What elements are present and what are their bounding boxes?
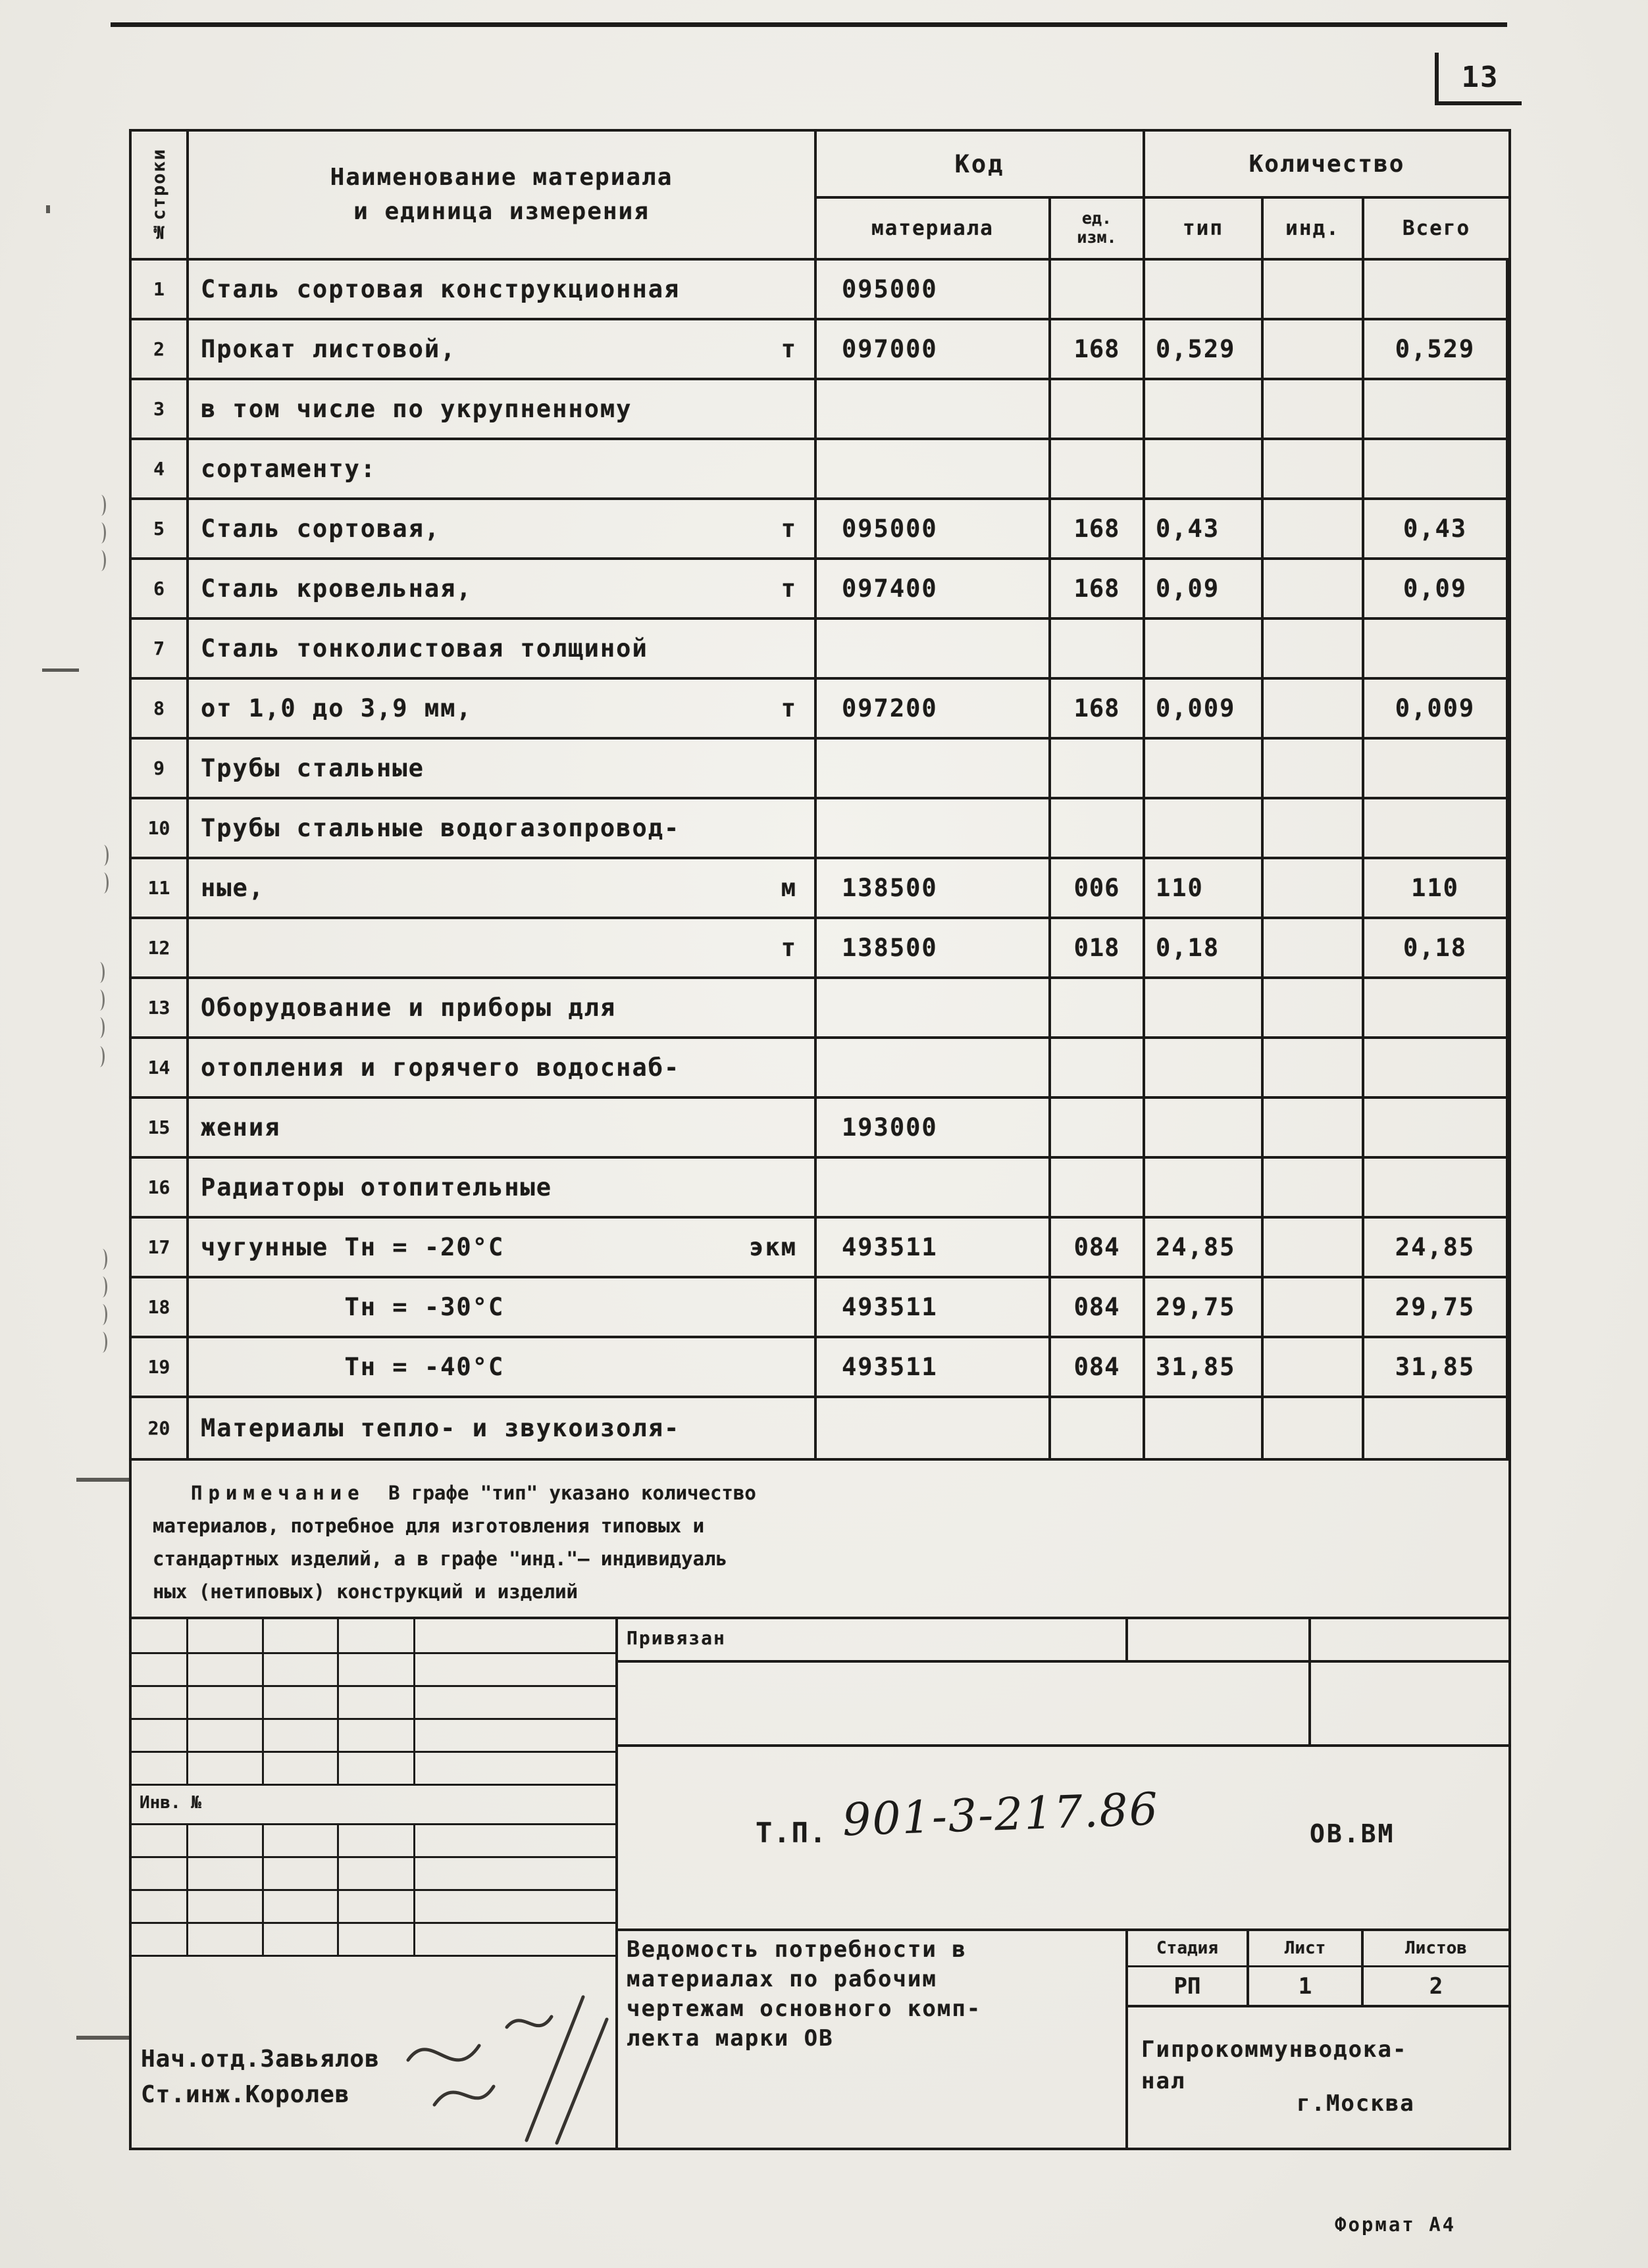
material-code-cell [817, 620, 1051, 680]
qty-ind-cell [1264, 859, 1364, 919]
row-number-cell [132, 320, 189, 380]
qty-total-cell [1364, 380, 1508, 440]
material-name-cell [189, 919, 817, 979]
row-number-cell [132, 859, 189, 919]
frame-right-line [1508, 1459, 1511, 1619]
material-name-cell [189, 740, 817, 799]
qty-total-cell: 31,85 [1364, 1338, 1508, 1398]
qty-ind-cell [1264, 1099, 1364, 1159]
qty-total-cell [1364, 1159, 1508, 1219]
row-number: 17 [147, 1236, 170, 1258]
grid-line [132, 1718, 615, 1720]
grid-line [132, 1889, 615, 1891]
qty-ind-cell [1264, 799, 1364, 859]
document-title-line: материалах по рабочим [627, 1966, 937, 1992]
unit-code-cell [1051, 620, 1145, 680]
qty-tip-cell [1145, 1039, 1264, 1099]
page-number-box [1435, 53, 1522, 105]
material-name: отопления и горячего водоснаб- [201, 1053, 681, 1082]
grid-line [132, 1652, 615, 1654]
material-name-cell [189, 1219, 817, 1278]
row-number-cell [132, 799, 189, 859]
scan-artifact [99, 872, 109, 894]
unit-code-cell: 168 [1051, 320, 1145, 380]
material-name-cell [189, 1159, 817, 1219]
header-material-name-line2: и единица измерения [353, 198, 650, 225]
row-number-cell [132, 1099, 189, 1159]
row-number-cell [132, 261, 189, 320]
row-number: 8 [153, 697, 165, 719]
table-row [132, 1159, 1508, 1219]
qty-ind-cell [1264, 1338, 1364, 1398]
table-row [132, 859, 1508, 919]
scan-artifact [95, 962, 105, 983]
material-name-cell [189, 560, 817, 620]
table-row [132, 440, 1508, 500]
document-title-line: лекта марки ОВ [627, 2025, 834, 2052]
material-name: Оборудование и приборы для [201, 994, 617, 1022]
material-code-cell: 097000 [817, 320, 1051, 380]
row-number-cell [132, 1398, 189, 1458]
header-row-number-column [132, 132, 189, 261]
material-code-cell [817, 380, 1051, 440]
frame-left-line [129, 1459, 132, 1619]
row-number-cell [132, 620, 189, 680]
material-name-cell [189, 1039, 817, 1099]
row-number-cell [132, 680, 189, 740]
unit-code-cell: 084 [1051, 1278, 1145, 1338]
material-name-cell [189, 320, 817, 380]
qty-ind-cell [1264, 680, 1364, 740]
material-name: от 1,0 до 3,9 мм, [201, 694, 473, 722]
material-code-cell [817, 799, 1051, 859]
qty-ind-cell [1264, 320, 1364, 380]
qty-tip-cell [1145, 799, 1264, 859]
unit-code-cell [1051, 1039, 1145, 1099]
qty-tip-cell [1145, 1398, 1264, 1458]
qty-tip-cell [1145, 740, 1264, 799]
scan-artifact [99, 845, 109, 866]
header-quantity-group: Количество [1145, 132, 1508, 199]
qty-ind-cell [1264, 500, 1364, 560]
material-code-cell [817, 1039, 1051, 1099]
organization-name-line2: нал [1141, 2068, 1186, 2094]
qty-tip-cell [1145, 1099, 1264, 1159]
note-label: Примечание [191, 1482, 365, 1504]
unit-code-cell [1051, 440, 1145, 500]
stage-label: Стадия [1156, 1938, 1218, 1958]
header-ind: инд. [1264, 199, 1364, 261]
unit-code-cell [1051, 799, 1145, 859]
row-number: 10 [147, 817, 170, 839]
qty-ind-cell [1264, 1278, 1364, 1338]
note-text: В графе "тип" указано количество [388, 1482, 756, 1504]
document-title [627, 1935, 981, 2054]
material-name-cell [189, 859, 817, 919]
stage-value: РП [1173, 1973, 1201, 2000]
qty-ind-cell [1264, 1219, 1364, 1278]
row-number: 2 [153, 338, 165, 360]
material-name-cell [189, 1099, 817, 1159]
page-number: 13 [1461, 60, 1499, 94]
row-number: 15 [147, 1117, 170, 1138]
scan-artifact [97, 1249, 107, 1270]
qty-tip-cell [1145, 261, 1264, 320]
signer-name-1: Нач.отд.Завьялов [141, 2046, 380, 2073]
grid-line [615, 1660, 1508, 1663]
qty-total-cell: 0,09 [1364, 560, 1508, 620]
table-row [132, 560, 1508, 620]
qty-total-cell [1364, 440, 1508, 500]
table-row [132, 320, 1508, 380]
material-name: чугунные Тн = -20°С [201, 1233, 505, 1261]
table-header [132, 132, 1508, 261]
material-name-cell [189, 1338, 817, 1398]
qty-tip-cell: 0,18 [1145, 919, 1264, 979]
table-row [132, 1398, 1508, 1458]
header-material-code: материала [817, 199, 1051, 261]
material-code-cell [817, 1398, 1051, 1458]
unit-code-cell: 168 [1051, 560, 1145, 620]
unit-of-measure: т [781, 694, 797, 722]
material-name-cell [189, 500, 817, 560]
row-number-cell [132, 1159, 189, 1219]
qty-total-cell: 0,43 [1364, 500, 1508, 560]
row-number: 7 [153, 638, 165, 659]
grid-line [1125, 1619, 1128, 1660]
material-name-cell [189, 1278, 817, 1338]
scan-artifact [95, 1017, 105, 1038]
grid-line [132, 1751, 615, 1753]
qty-total-cell [1364, 740, 1508, 799]
table-row [132, 500, 1508, 560]
qty-ind-cell [1264, 1039, 1364, 1099]
row-number: 4 [153, 458, 165, 480]
scan-artifact [42, 668, 79, 672]
material-name-cell [189, 261, 817, 320]
grid-line [615, 1744, 1508, 1747]
grid-line [132, 1784, 615, 1786]
table-row [132, 799, 1508, 859]
row-number-cell [132, 1338, 189, 1398]
table-row [132, 740, 1508, 799]
row-number: 19 [147, 1356, 170, 1378]
material-code-cell [817, 979, 1051, 1039]
material-name: Материалы тепло- и звукоизоля- [201, 1414, 681, 1442]
material-name: Сталь тонколистовая толщиной [201, 634, 648, 663]
qty-ind-cell [1264, 979, 1364, 1039]
unit-code-cell: 168 [1051, 680, 1145, 740]
row-number-cell [132, 740, 189, 799]
signature-strokes [395, 1988, 619, 2148]
scan-artifact [97, 1332, 107, 1353]
note-block [153, 1476, 1074, 1608]
table-row [132, 1338, 1508, 1398]
row-number: 12 [147, 937, 170, 959]
header-total: Всего [1364, 199, 1508, 261]
sheet-value: 1 [1298, 1973, 1312, 2000]
qty-total-cell: 29,75 [1364, 1278, 1508, 1338]
qty-tip-cell [1145, 380, 1264, 440]
material-name-cell [189, 979, 817, 1039]
unit-code-cell [1051, 380, 1145, 440]
grid-line [1308, 1619, 1311, 1744]
unit-code-cell: 084 [1051, 1338, 1145, 1398]
row-number-cell [132, 1278, 189, 1338]
material-name-cell [189, 440, 817, 500]
qty-tip-cell: 29,75 [1145, 1278, 1264, 1338]
document-code: ОВ.ВМ [1310, 1819, 1395, 1848]
unit-code-cell: 168 [1051, 500, 1145, 560]
qty-total-cell [1364, 1398, 1508, 1458]
qty-tip-cell [1145, 979, 1264, 1039]
materials-table [129, 129, 1511, 1461]
table-row [132, 1219, 1508, 1278]
top-border-rule [111, 22, 1507, 27]
grid-line [132, 1856, 615, 1858]
format-label: Формат А4 [1335, 2213, 1456, 2236]
note-line [153, 1476, 1074, 1509]
row-number-cell [132, 440, 189, 500]
grid-line [132, 1823, 615, 1825]
header-unit-line2: изм. [1077, 228, 1117, 247]
material-code-cell: 493511 [817, 1278, 1051, 1338]
project-type-label: Т.П. [756, 1817, 828, 1849]
unit-of-measure: м [781, 874, 797, 902]
row-number: 9 [153, 757, 165, 779]
row-number: 5 [153, 518, 165, 540]
row-number: 20 [147, 1417, 170, 1439]
qty-total-cell: 110 [1364, 859, 1508, 919]
qty-tip-cell: 24,85 [1145, 1219, 1264, 1278]
header-material-name [189, 132, 817, 261]
organization-city: г.Москва [1297, 2090, 1415, 2117]
table-row [132, 1039, 1508, 1099]
qty-total-cell [1364, 979, 1508, 1039]
signer-name-2: Ст.инж.Королев [141, 2081, 350, 2108]
document-title-line: Ведомость потребности в [627, 1936, 967, 1963]
table-body [132, 261, 1508, 1458]
material-name: ные, [201, 874, 265, 902]
row-number-cell [132, 1039, 189, 1099]
qty-total-cell [1364, 261, 1508, 320]
material-name-cell [189, 620, 817, 680]
qty-total-cell: 0,009 [1364, 680, 1508, 740]
table-row [132, 380, 1508, 440]
table-row [132, 979, 1508, 1039]
qty-tip-cell [1145, 1159, 1264, 1219]
material-name: Сталь сортовая конструкционная [201, 275, 681, 303]
header-unit-line1: ед. [1081, 209, 1112, 228]
qty-total-cell [1364, 1039, 1508, 1099]
material-code-cell: 095000 [817, 500, 1051, 560]
qty-total-cell: 0,529 [1364, 320, 1508, 380]
qty-total-cell [1364, 620, 1508, 680]
qty-tip-cell: 110 [1145, 859, 1264, 919]
unit-of-measure: т [781, 335, 797, 363]
qty-total-cell: 0,18 [1364, 919, 1508, 979]
grid-line [413, 1619, 415, 1784]
note-line: материалов, потребное для изготовления типовых и [153, 1515, 705, 1537]
row-number-cell [132, 500, 189, 560]
qty-tip-cell [1145, 440, 1264, 500]
material-name: в том числе по укрупненному [201, 395, 632, 423]
unit-code-cell [1051, 740, 1145, 799]
material-name-cell [189, 380, 817, 440]
row-number-cell [132, 380, 189, 440]
grid-line [132, 1922, 615, 1924]
unit-code-cell [1051, 1159, 1145, 1219]
qty-ind-cell [1264, 1159, 1364, 1219]
scan-artifact [96, 522, 106, 543]
material-name-cell [189, 1398, 817, 1458]
qty-tip-cell: 0,43 [1145, 500, 1264, 560]
row-number-cell [132, 979, 189, 1039]
qty-ind-cell [1264, 1398, 1364, 1458]
material-name: Сталь сортовая, [201, 515, 441, 543]
material-name: Тн = -30°С [201, 1293, 505, 1321]
unit-code-cell [1051, 261, 1145, 320]
sheets-value: 2 [1429, 1973, 1443, 2000]
qty-total-cell: 24,85 [1364, 1219, 1508, 1278]
material-name-cell [189, 799, 817, 859]
grid-line [132, 1955, 615, 1957]
unit-of-measure: экм [749, 1233, 797, 1261]
grid-line [132, 1685, 615, 1687]
row-number-cell [132, 560, 189, 620]
qty-tip-cell: 0,09 [1145, 560, 1264, 620]
material-name: Прокат листовой, [201, 335, 457, 363]
unit-code-cell [1051, 1398, 1145, 1458]
unit-code-cell: 006 [1051, 859, 1145, 919]
note-line: стандартных изделий, а в графе "инд."— индивидуаль [153, 1548, 727, 1570]
row-number: 14 [147, 1057, 170, 1078]
row-number: 3 [153, 398, 165, 420]
qty-ind-cell [1264, 380, 1364, 440]
privyazan-label: Привязан [627, 1627, 726, 1649]
grid-line [337, 1619, 339, 1784]
scan-artifact [97, 1304, 107, 1325]
header-code-group: Код [817, 132, 1145, 199]
table-row [132, 1099, 1508, 1159]
inventory-number-label: Инв. № [140, 1793, 201, 1813]
material-code-cell: 097400 [817, 560, 1051, 620]
grid-line [262, 1619, 264, 1784]
scan-artifact [96, 495, 106, 516]
qty-tip-cell [1145, 620, 1264, 680]
qty-total-cell [1364, 1099, 1508, 1159]
table-row [132, 1278, 1508, 1338]
material-code-cell: 493511 [817, 1219, 1051, 1278]
material-code-cell [817, 1159, 1051, 1219]
unit-code-cell [1051, 1099, 1145, 1159]
row-number-cell [132, 1219, 189, 1278]
unit-of-measure: т [781, 515, 797, 543]
sheets-label: Листов [1405, 1938, 1467, 1958]
grid-line [1125, 2005, 1508, 2007]
unit-code-cell [1051, 979, 1145, 1039]
scan-artifact [95, 990, 105, 1011]
table-row [132, 620, 1508, 680]
material-code-cell: 095000 [817, 261, 1051, 320]
unit-of-measure: т [781, 574, 797, 603]
material-code-cell: 097200 [817, 680, 1051, 740]
header-tip: тип [1145, 199, 1264, 261]
row-number-column-label: №строки [149, 147, 169, 242]
material-code-cell: 493511 [817, 1338, 1051, 1398]
row-number: 1 [153, 278, 165, 300]
qty-total-cell [1364, 799, 1508, 859]
scan-artifact [96, 550, 106, 571]
row-number: 6 [153, 578, 165, 599]
unit-of-measure: т [781, 934, 797, 962]
title-block [129, 1617, 1511, 2150]
qty-ind-cell [1264, 620, 1364, 680]
scan-artifact [46, 205, 50, 213]
material-name: Радиаторы отопительные [201, 1173, 553, 1201]
sheet-label: Лист [1284, 1938, 1326, 1958]
material-code-cell: 138500 [817, 919, 1051, 979]
material-name: Тн = -40°С [201, 1353, 505, 1381]
scan-artifact [95, 1046, 105, 1067]
row-number: 11 [147, 877, 170, 899]
table-row [132, 919, 1508, 979]
material-code-cell [817, 440, 1051, 500]
document-title-line: чертежам основного комп- [627, 1996, 982, 2022]
qty-ind-cell [1264, 560, 1364, 620]
material-code-cell: 138500 [817, 859, 1051, 919]
qty-ind-cell [1264, 919, 1364, 979]
scan-artifact [76, 1478, 129, 1482]
header-material-name-line1: Наименование материала [330, 163, 673, 191]
row-number: 18 [147, 1296, 170, 1318]
row-number: 16 [147, 1176, 170, 1198]
header-unit-code [1051, 199, 1145, 261]
qty-ind-cell [1264, 740, 1364, 799]
qty-ind-cell [1264, 440, 1364, 500]
row-number-cell [132, 919, 189, 979]
table-row [132, 261, 1508, 320]
scan-artifact [97, 1276, 107, 1298]
material-name: Трубы стальные [201, 754, 425, 782]
material-name-cell [189, 680, 817, 740]
material-code-cell: 193000 [817, 1099, 1051, 1159]
note-line: ных (нетиповых) конструкций и изделий [153, 1580, 579, 1603]
material-name: Сталь кровельная, [201, 574, 473, 603]
material-code-cell [817, 740, 1051, 799]
row-number: 13 [147, 997, 170, 1019]
scan-artifact [76, 2036, 129, 2040]
material-name: сортаменту: [201, 455, 377, 483]
grid-line [186, 1619, 188, 1784]
material-name: жения [201, 1113, 281, 1142]
organization-name-line1: Гипрокоммунводока- [1141, 2036, 1408, 2063]
qty-tip-cell: 31,85 [1145, 1338, 1264, 1398]
qty-ind-cell [1264, 261, 1364, 320]
unit-code-cell: 018 [1051, 919, 1145, 979]
handwritten-project-number: 901-3-217.86 [841, 1783, 1160, 1847]
qty-tip-cell: 0,009 [1145, 680, 1264, 740]
material-name: Трубы стальные водогазопровод- [201, 814, 681, 842]
unit-code-cell: 084 [1051, 1219, 1145, 1278]
qty-tip-cell: 0,529 [1145, 320, 1264, 380]
table-row [132, 680, 1508, 740]
